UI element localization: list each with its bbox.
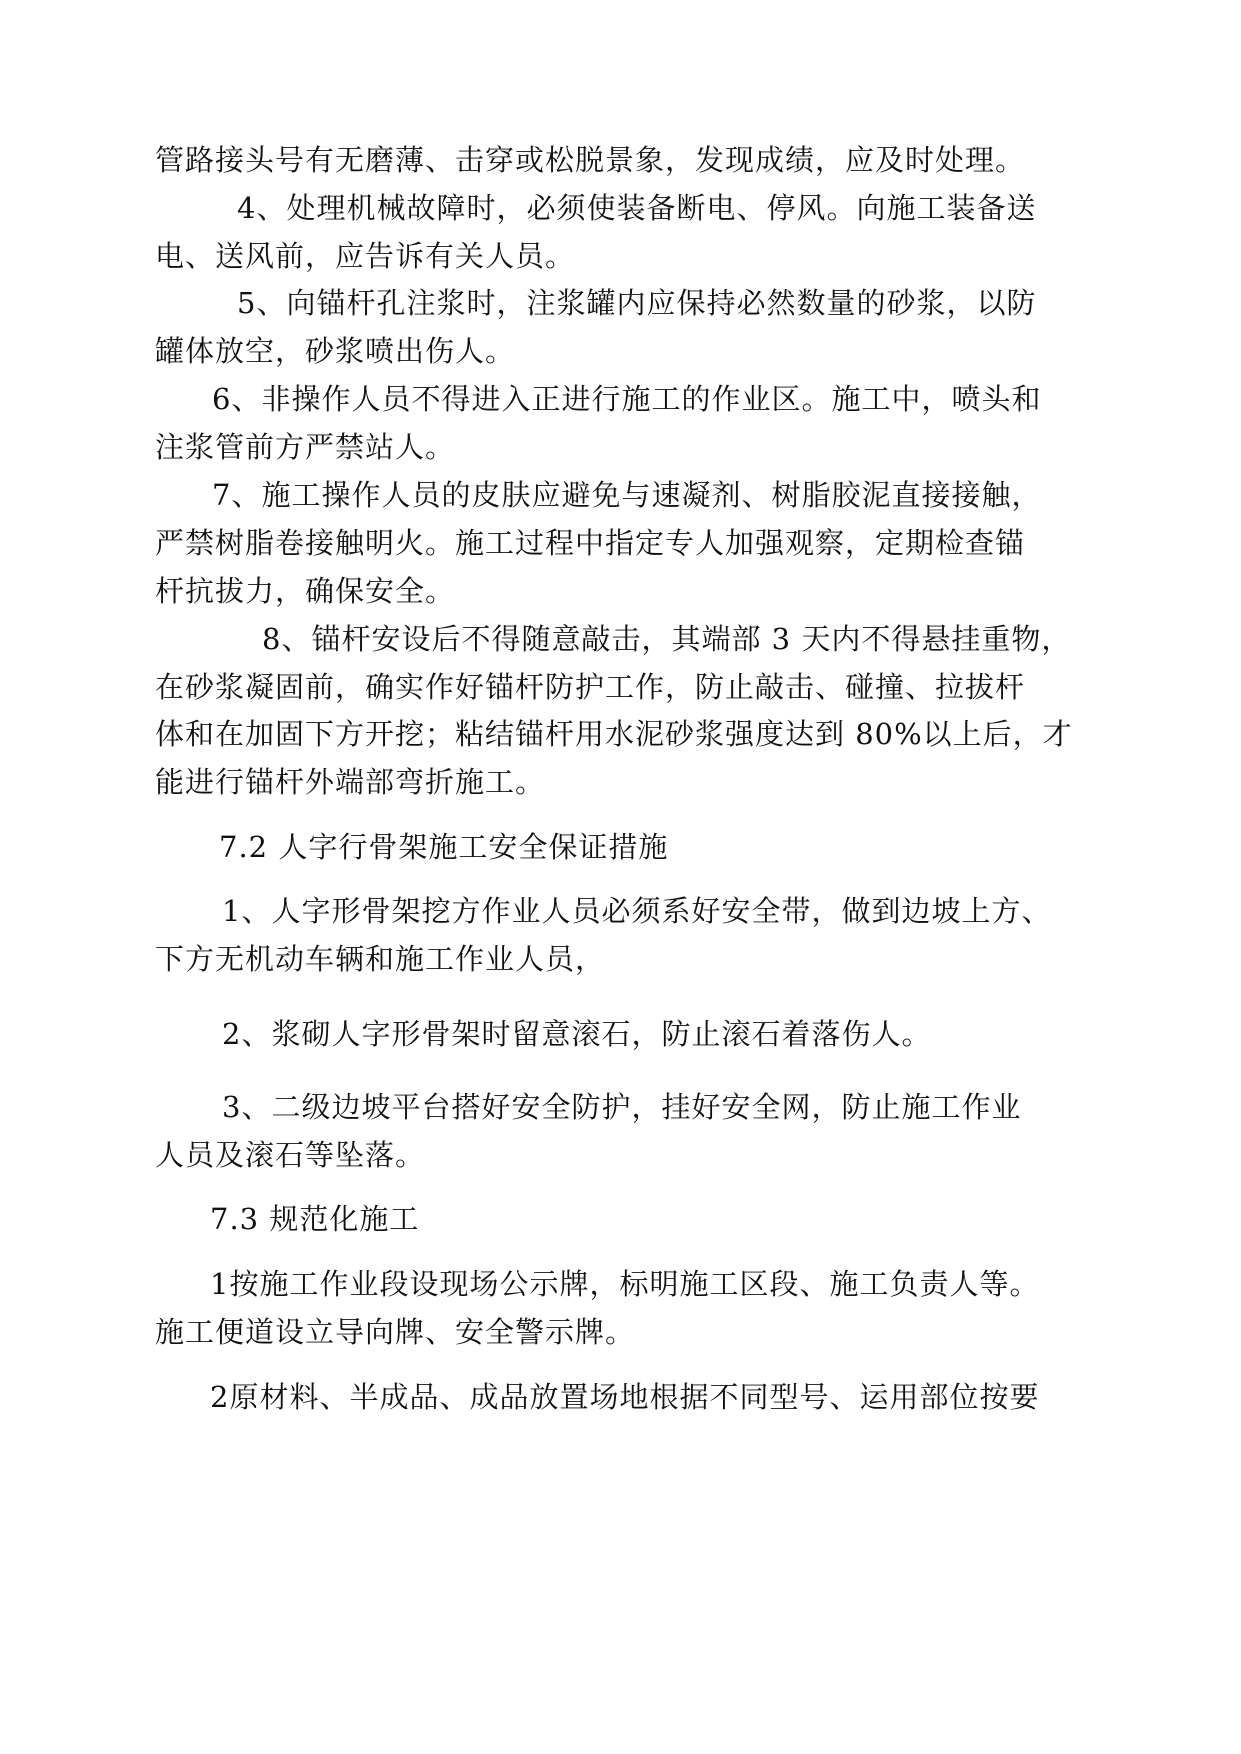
paragraph-line: 电、送风前，应告诉有关人员。: [155, 239, 576, 273]
paragraph-line: 体和在加固下方开挖；粘结锚杆用水泥砂浆强度达到 80%以上后，才: [155, 717, 1073, 751]
paragraph-line: 下方无机动车辆和施工作业人员，: [155, 942, 606, 976]
paragraph-line: 管路接头号有无磨薄、击穿或松脱景象，发现成绩，应及时处理。: [155, 143, 1026, 177]
paragraph-line: 杆抗拔力，确保安全。: [155, 574, 456, 608]
paragraph-line: 7、施工操作人员的皮肤应避免与速凝剂、树脂胶泥直接接触，: [212, 478, 1042, 512]
paragraph-line: 5、向锚杆孔注浆时，注浆罐内应保持必然数量的砂浆，以防: [237, 286, 1037, 320]
paragraph-line: 人员及滚石等坠落。: [155, 1138, 426, 1172]
paragraph-line: 1、人字形骨架挖方作业人员必须系好安全带，做到边坡上方、: [222, 894, 1052, 928]
paragraph-line: 3、二级边坡平台搭好安全防护，挂好安全网，防止施工作业: [222, 1090, 1022, 1124]
paragraph-line: 能进行锚杆外端部弯折施工。: [155, 765, 546, 799]
paragraph-line: 8、锚杆安设后不得随意敲击，其端部 3 天内不得悬挂重物，: [262, 622, 1072, 656]
paragraph-line: 施工便道设立导向牌、安全警示牌。: [155, 1315, 636, 1349]
paragraph-line: 注浆管前方严禁站人。: [155, 430, 456, 464]
paragraph-line: 4、处理机械故障时，必须使装备断电、停风。向施工装备送: [237, 191, 1037, 225]
section-heading: 7.2 人字行骨架施工安全保证措施: [219, 830, 669, 864]
paragraph-line: 2、浆砌人字形骨架时留意滚石，防止滚石着落伤人。: [222, 1017, 932, 1051]
paragraph-line: 罐体放空，砂浆喷出伤人。: [155, 334, 516, 368]
section-heading: 7.3 规范化施工: [210, 1202, 420, 1236]
paragraph-line: 2原材料、半成品、成品放置场地根据不同型号、运用部位按要: [210, 1380, 1040, 1414]
paragraph-line: 严禁树脂卷接触明火。施工过程中指定专人加强观察，定期检查锚: [155, 526, 1026, 560]
paragraph-line: 6、非操作人员不得进入正进行施工的作业区。施工中，喷头和: [212, 382, 1042, 416]
paragraph-line: 在砂浆凝固前，确实作好锚杆防护工作，防止敲击、碰撞、拉拔杆: [155, 670, 1026, 704]
paragraph-line: 1按施工作业段设现场公示牌，标明施工区段、施工负责人等。: [210, 1267, 1040, 1301]
